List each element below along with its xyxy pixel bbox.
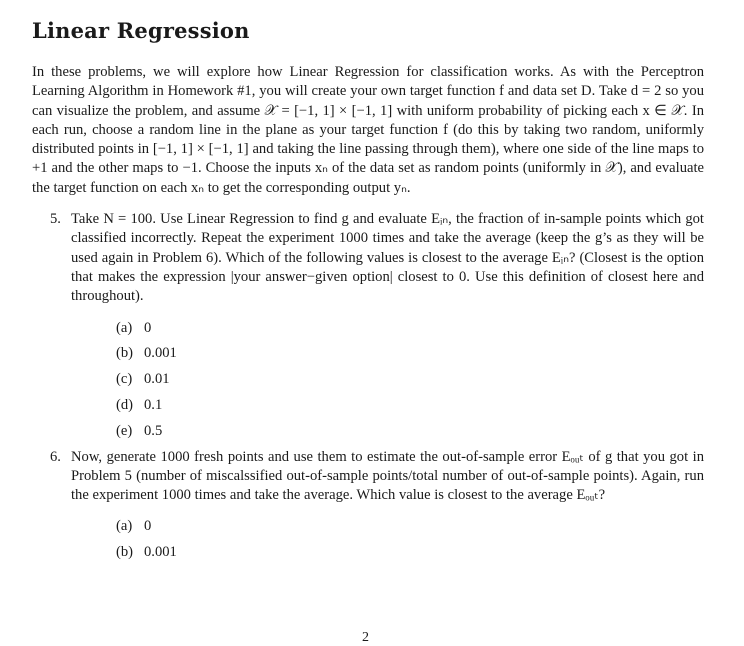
option-label: (b) — [116, 345, 134, 362]
answer-options — [71, 517, 704, 562]
option-value: 0 — [144, 319, 152, 336]
option-label: (a) — [116, 518, 133, 535]
option-value: 0.001 — [144, 345, 177, 362]
option-value: 0.001 — [144, 544, 177, 561]
section-title: Linear Regression — [32, 18, 250, 43]
option-value: 0 — [144, 518, 152, 535]
problem-number: 5. — [50, 211, 61, 228]
option-d — [116, 396, 704, 415]
problem-6 — [32, 448, 704, 563]
option-label: (d) — [116, 396, 134, 413]
option-value: 0.1 — [144, 396, 163, 413]
option-label: (b) — [116, 544, 134, 561]
option-b — [116, 344, 704, 363]
option-a — [116, 319, 704, 338]
option-label: (e) — [116, 422, 133, 439]
answer-options — [71, 319, 704, 441]
option-value: 0.5 — [144, 422, 163, 439]
document-page — [32, 18, 704, 569]
option-b — [116, 543, 704, 562]
problem-5 — [32, 210, 704, 441]
intro-paragraph: In these problems, we will explore how Linear Regression for classification works. As with the Perceptron Learning Algorithm in Homework #1, you will create your own target function f and data set D. Take d = 2 so you can visualize the problem, and assume 𝒳 = [−1, 1] × [−1, 1] with uniform probability of picking each x ∈ 𝒳. In each run, choose a random line in the plane as your target function f (do this by taking two random, uniformly distributed points in [−1, 1] × [−1, 1] and taking the line passing through them), where one side of the line maps to +1 and the other maps to −1. Choose the inputs xₙ of the data set as random points (uniformly in 𝒳), and evaluate the target function on each xₙ to get the corresponding output yₙ. — [32, 64, 704, 196]
option-c — [116, 370, 704, 389]
problem-number: 6. — [50, 448, 61, 465]
option-value: 0.01 — [144, 371, 170, 388]
option-a — [116, 517, 704, 536]
option-label: (a) — [116, 319, 133, 336]
option-label: (c) — [116, 371, 133, 388]
option-e — [116, 422, 704, 441]
page-number: 2 — [362, 630, 369, 645]
problem-text: Now, generate 1000 fresh points and use them to estimate the out-of-sample error Eₒᵤₜ of g that you got in Problem 5 (number of miscalssified out-of-sample points/total number of out-of-sample points). Again, run the experiment 1000 times and take the average. Which value is closest to the average Eₒᵤₜ? — [71, 448, 704, 504]
problem-text: Take N = 100. Use Linear Regression to find g and evaluate Eᵢₙ, the fraction of in-sample points which got classified incorrectly. Repeat the experiment 1000 times and take the average (keep the g’s as they will be used again in Problem 6). Which of the following values is closest to the average Eᵢₙ? (Closest is the option that makes the expression |your answer−given option| closest to 0. Use this definition of closest here and throughout). — [71, 211, 704, 305]
